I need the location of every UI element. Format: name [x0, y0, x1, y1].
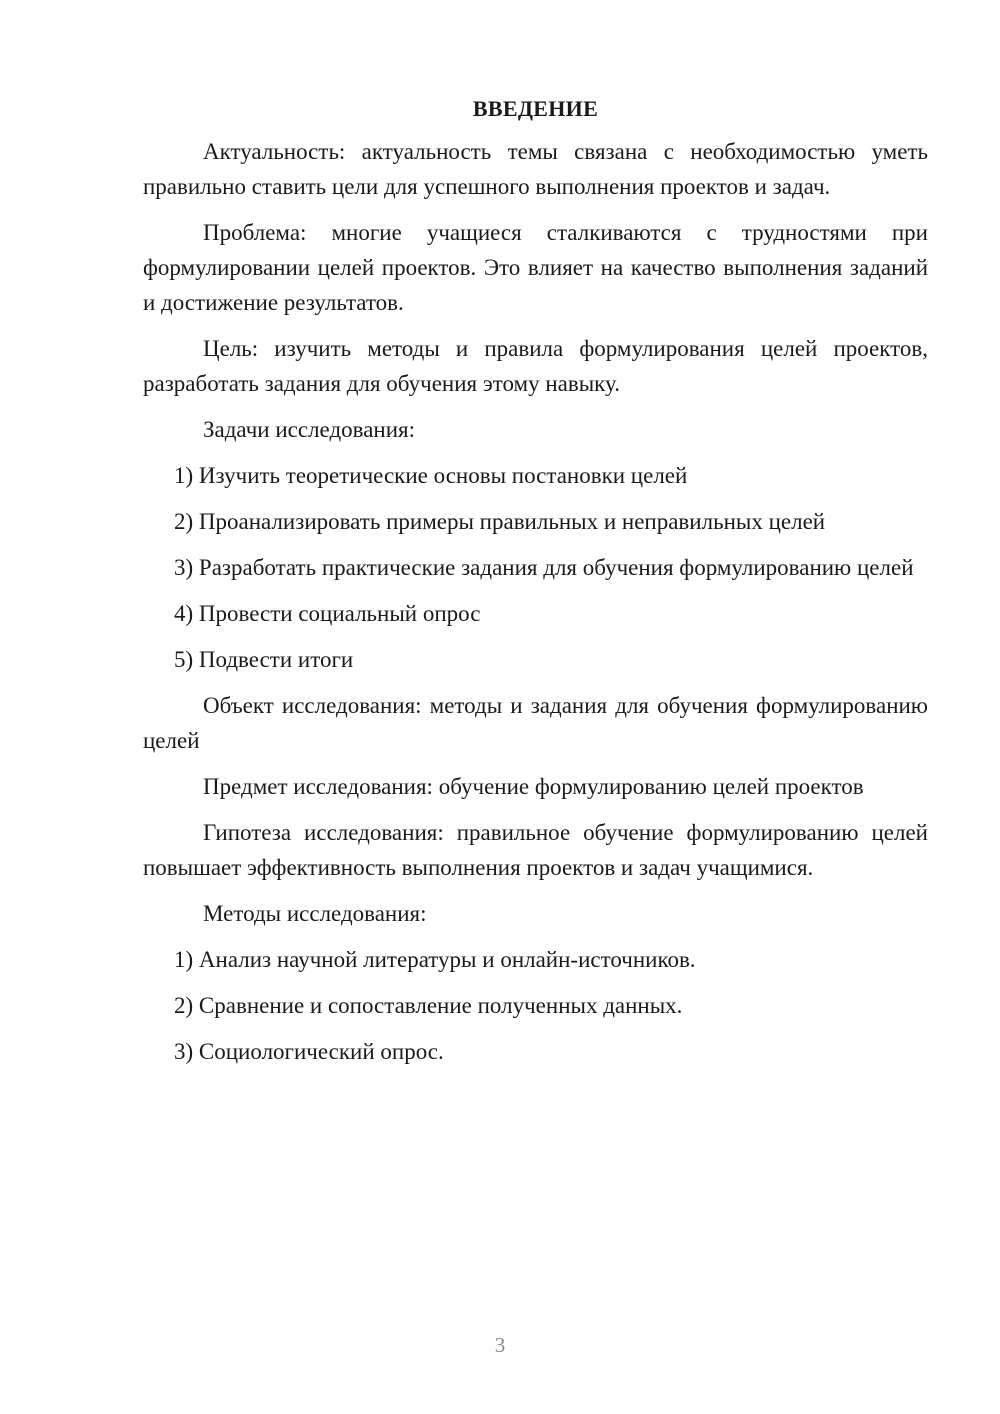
problem-paragraph: Проблема: многие учащиеся сталкиваются с трудностями при формулировании целей проектов. Это влияет на качество выполнения заданий и достижение результатов.	[143, 220, 928, 315]
document-page	[143, 94, 928, 1080]
task-item: 4) Провести социальный опрос	[174, 601, 481, 626]
relevance-paragraph: Актуальность: актуальность темы связана с необходимостью уметь правильно ставить цели для успешного выполнения проектов и задач.	[143, 139, 928, 199]
object-paragraph: Объект исследования: методы и задания для обучения формулированию целей	[143, 693, 928, 753]
hypothesis-paragraph: Гипотеза исследования: правильное обучение формулированию целей повышает эффективность выполнения проектов и задач учащимися.	[143, 820, 928, 880]
task-item: 3) Разработать практические задания для обучения формулированию целей	[174, 555, 914, 580]
tasks-heading: Задачи исследования:	[203, 417, 416, 442]
subject-paragraph: Предмет исследования: обучение формулированию целей проектов	[203, 774, 864, 799]
methods-heading: Методы исследования:	[203, 901, 427, 926]
method-item: 1) Анализ научной литературы и онлайн-источников.	[174, 947, 696, 972]
section-title: ВВЕДЕНИЕ	[472, 96, 599, 121]
goal-paragraph: Цель: изучить методы и правила формулирования целей проектов, разработать задания для обучения этому навыку.	[143, 336, 928, 396]
task-item: 5) Подвести итоги	[174, 647, 354, 672]
page-number: 3	[494, 1333, 506, 1357]
method-item: 2) Сравнение и сопоставление полученных данных.	[174, 993, 683, 1018]
method-item: 3) Социологический опрос.	[174, 1039, 444, 1064]
task-item: 2) Проанализировать примеры правильных и неправильных целей	[174, 509, 826, 534]
task-item: 1) Изучить теоретические основы постановки целей	[174, 463, 688, 488]
